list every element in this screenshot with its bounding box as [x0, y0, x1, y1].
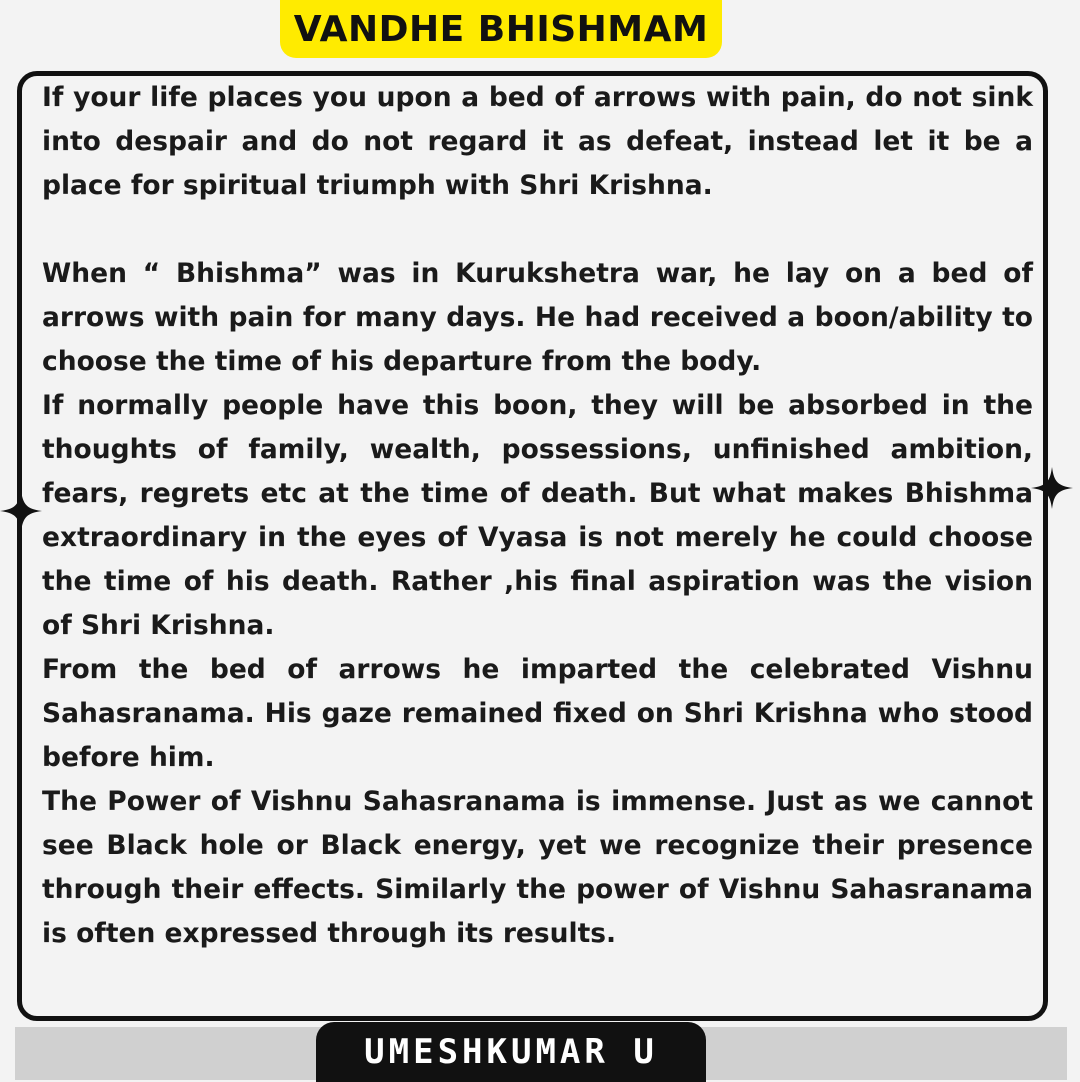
sparkle-icon [1031, 467, 1073, 509]
article-paragraph: The Power of Vishnu Sahasranama is immense. Just as we cannot see Black hole or Black energy, yet we recognize their presence through their effects. Similarly the power of Vishnu Sahasranama is often expressed through its results. [42, 786, 1033, 949]
paragraph-spacer [42, 208, 1033, 252]
brand-name: UMESHKUMAR U [364, 1032, 658, 1072]
title-badge [280, 0, 722, 58]
article-paragraph: When “ Bhishma” was in Kurukshetra war, he lay on a bed of arrows with pain for many days. He had received a boon/ability to choose the time of his departure from the body. [42, 258, 1033, 377]
page-title: VANDHE BHISHMAM [293, 8, 709, 50]
article-paragraph: If your life places you upon a bed of arrows with pain, do not sink into despair and do not regard it as defeat, instead let it be a place for spiritual triumph with Shri Krishna. [42, 82, 1033, 201]
article-paragraph: From the bed of arrows he imparted the celebrated Vishnu Sahasranama. His gaze remained fixed on Shri Krishna who stood before him. [42, 654, 1033, 773]
article-body [42, 76, 1033, 956]
article-paragraph: If normally people have this boon, they will be absorbed in the thoughts of family, wealth, possessions, unfinished ambition, fears, regrets etc at the time of death. But what makes Bhishma extraordinary in the eyes of Vyasa is not merely he could choose the time of his death. Rather ,his final aspiration was the vision of Shri Krishna. [42, 390, 1033, 641]
brand-tab [316, 1022, 706, 1082]
sparkle-icon [0, 490, 42, 532]
